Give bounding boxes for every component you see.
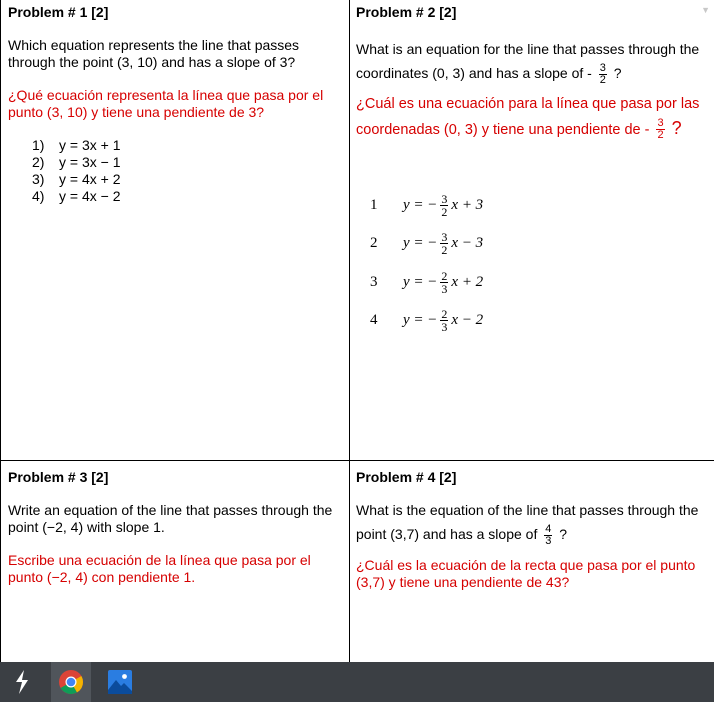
slope-fraction bbox=[544, 524, 552, 547]
problem-1-choices bbox=[32, 137, 342, 205]
problem-1-cell bbox=[0, 0, 350, 461]
problem-3-spanish: Escribe una ecuación de la línea que pasa por el punto (−2, 4) con pendiente 1. bbox=[8, 552, 311, 585]
photos-button[interactable] bbox=[100, 662, 140, 702]
choice-text: y = 3x − 1 bbox=[59, 154, 121, 170]
choice-1 bbox=[32, 137, 342, 154]
problem-4-spanish: ¿Cuál es la ecuación de la recta que pasa por el punto (3,7) y tiene una pendiente de 43? bbox=[356, 556, 696, 590]
problem-2-spanish bbox=[356, 92, 707, 142]
choice-number: 3 bbox=[370, 273, 378, 290]
choice-equation bbox=[403, 193, 483, 218]
fraction-denominator: 2 bbox=[441, 204, 448, 219]
choice-number: 1) bbox=[32, 137, 45, 153]
problem-2-title: Problem # 2 [2] bbox=[356, 4, 457, 20]
equation-rhs: x + 3 bbox=[451, 196, 484, 213]
problem-2-choices bbox=[370, 186, 707, 340]
fraction-numerator: 3 bbox=[599, 61, 606, 74]
choice-4 bbox=[32, 188, 342, 205]
equation-rhs: x − 3 bbox=[451, 234, 484, 251]
problem-1-english: Which equation represents the line that passes through the point (3, 10) and has a slope of 3? bbox=[8, 37, 300, 70]
choice-text: y = 4x − 2 bbox=[59, 188, 121, 204]
fraction-numerator: 2 bbox=[441, 268, 448, 283]
equation-rhs: x − 2 bbox=[451, 311, 484, 328]
choice-text: y = 4x + 2 bbox=[59, 171, 121, 187]
taskbar bbox=[0, 662, 714, 702]
launcher-icon bbox=[12, 669, 32, 695]
choice-number: 4) bbox=[32, 188, 45, 204]
fraction-numerator: 4 bbox=[545, 522, 552, 535]
problem-2-spanish-text: ¿Cuál es una ecuación para la línea que pasa por las coordenadas (0, 3) y tiene una pendiente de - bbox=[356, 95, 700, 138]
fraction-denominator: 3 bbox=[441, 281, 448, 296]
problem-4-title: Problem # 4 [2] bbox=[356, 469, 457, 485]
question-mark: ? bbox=[613, 65, 622, 81]
problem-2-english-text: What is an equation for the line that passes through the coordinates (0, 3) and has a slope of - bbox=[356, 41, 700, 81]
problem-2-english bbox=[356, 37, 707, 86]
question-mark: ? bbox=[671, 117, 682, 138]
choice-1 bbox=[370, 186, 707, 225]
choice-number: 1 bbox=[370, 196, 378, 213]
fraction-denominator: 2 bbox=[657, 129, 664, 142]
equation-fraction bbox=[440, 231, 448, 256]
equation-lhs: y = − bbox=[403, 196, 438, 213]
problem-4-english-text: What is the equation of the line that passes through the point (3,7) and has a slope of bbox=[356, 502, 699, 542]
choice-number: 2 bbox=[370, 235, 378, 252]
choice-2 bbox=[370, 224, 707, 263]
launcher-button[interactable] bbox=[2, 662, 42, 702]
problem-4-cell bbox=[349, 460, 714, 662]
choice-text: y = 3x + 1 bbox=[59, 137, 121, 153]
equation-lhs: y = − bbox=[403, 311, 438, 328]
choice-number: 2) bbox=[32, 154, 45, 170]
chrome-icon bbox=[58, 669, 84, 695]
slope-fraction bbox=[599, 63, 607, 86]
problem-3-english: Write an equation of the line that passes through the point (−2, 4) with slope 1. bbox=[8, 502, 333, 535]
choice-equation bbox=[403, 270, 483, 295]
equation-fraction bbox=[440, 193, 448, 218]
fraction-numerator: 3 bbox=[441, 230, 448, 245]
fraction-numerator: 3 bbox=[441, 191, 448, 206]
slope-fraction bbox=[656, 118, 664, 141]
equation-lhs: y = − bbox=[403, 273, 438, 290]
fraction-denominator: 2 bbox=[441, 243, 448, 258]
scroll-down-icon[interactable]: ▼ bbox=[701, 5, 710, 15]
equation-fraction bbox=[440, 308, 448, 333]
choice-2 bbox=[32, 154, 342, 171]
photos-icon bbox=[108, 670, 132, 694]
choice-equation bbox=[403, 231, 483, 256]
problem-4-english bbox=[356, 498, 707, 547]
choice-equation bbox=[403, 308, 483, 333]
fraction-denominator: 2 bbox=[599, 73, 606, 86]
chrome-button[interactable] bbox=[51, 662, 91, 702]
problem-3-title: Problem # 3 [2] bbox=[8, 469, 109, 485]
fraction-numerator: 2 bbox=[441, 307, 448, 322]
choice-3 bbox=[370, 263, 707, 302]
fraction-denominator: 3 bbox=[545, 534, 552, 547]
problem-1-spanish: ¿Qué ecuación representa la línea que pasa por el punto (3, 10) y tiene una pendiente de 3? bbox=[8, 87, 324, 120]
question-mark: ? bbox=[559, 526, 568, 542]
choice-4 bbox=[370, 301, 707, 340]
equation-rhs: x + 2 bbox=[451, 273, 484, 290]
choice-3 bbox=[32, 171, 342, 188]
equation-lhs: y = − bbox=[403, 234, 438, 251]
fraction-numerator: 3 bbox=[657, 117, 664, 130]
problem-1-title: Problem # 1 [2] bbox=[8, 4, 109, 20]
fraction-denominator: 3 bbox=[441, 320, 448, 335]
equation-fraction bbox=[440, 270, 448, 295]
problem-3-cell bbox=[0, 460, 350, 662]
choice-number: 4 bbox=[370, 312, 378, 329]
problem-2-cell bbox=[349, 0, 714, 461]
choice-number: 3) bbox=[32, 171, 45, 187]
